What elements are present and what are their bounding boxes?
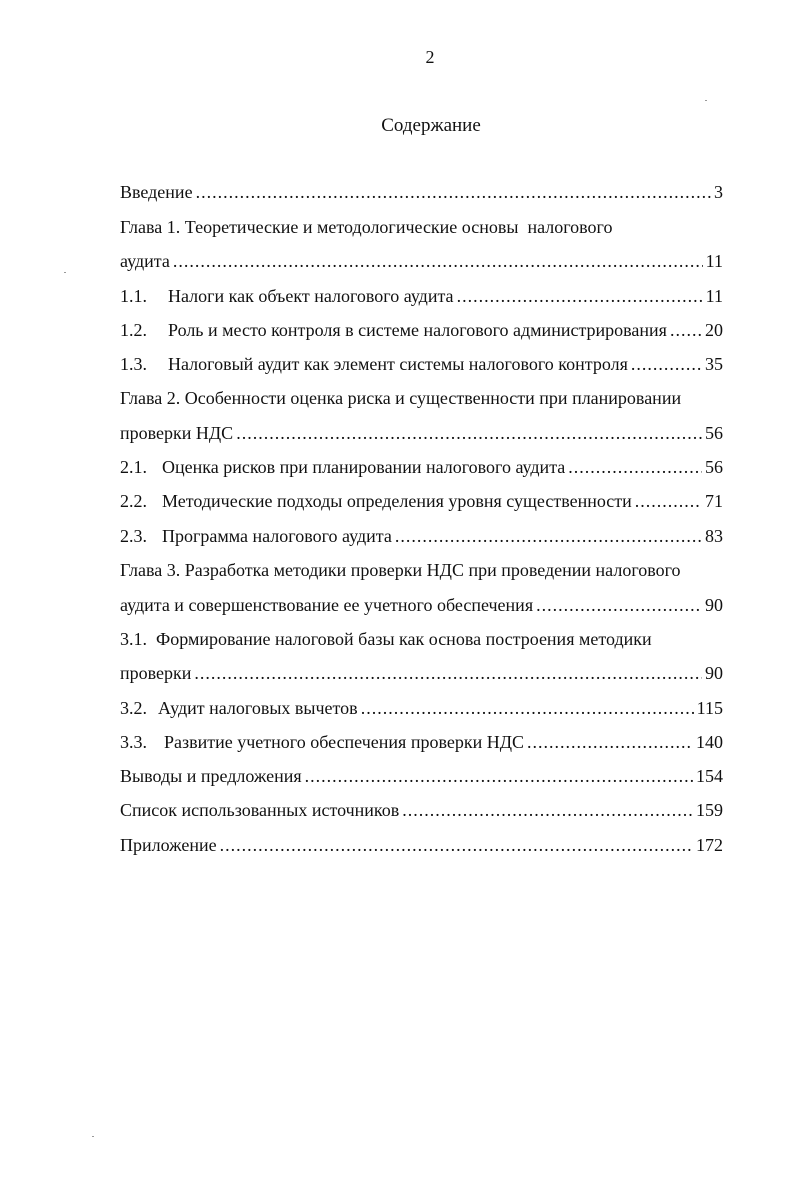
toc-entry-ch3-line1[interactable]: Глава 3. Разработка методики проверки НДС при проведении налогового (120, 560, 681, 580)
toc-entry-intro[interactable] (120, 181, 723, 203)
toc-entry-page: 115 (696, 698, 723, 718)
toc-entry-3-2[interactable] (120, 697, 723, 719)
leader-dots (361, 697, 694, 719)
scan-speck (64, 272, 66, 273)
toc-entry-page: 56 (705, 457, 723, 477)
toc-entry-number: 3.3. (120, 732, 147, 752)
leader-dots (402, 799, 693, 821)
leader-dots (631, 353, 702, 375)
page-number: 2 (425, 47, 435, 67)
toc-entry-1-2[interactable] (120, 319, 723, 341)
toc-entry-3-1[interactable] (120, 662, 723, 684)
toc-entry-label: проверки (120, 663, 192, 683)
leader-dots (527, 731, 693, 753)
toc-entry-page: 172 (696, 835, 723, 855)
leader-dots (236, 422, 702, 444)
toc-entry-page: 56 (705, 423, 723, 443)
toc-entry-page: 3 (714, 182, 723, 202)
leader-dots (536, 594, 702, 616)
toc-entry-ch2[interactable] (120, 422, 723, 444)
leader-dots (670, 319, 702, 341)
toc-entry-number: 2.2. (120, 491, 147, 511)
leader-dots (305, 765, 693, 787)
toc-entry-3-1-line1[interactable]: 3.1. Формирование налоговой базы как основа построения методики (120, 629, 652, 649)
toc-entry-page: 20 (705, 320, 723, 340)
toc-entry-page: 11 (705, 251, 723, 271)
toc-entry-1-1[interactable] (120, 285, 723, 307)
toc-entry-label: аудита (120, 251, 170, 271)
scan-speck (705, 100, 707, 101)
leader-dots (196, 181, 711, 203)
scan-speck (92, 1136, 94, 1137)
toc-entry-label: Налоговый аудит как элемент системы налогового контроля (168, 354, 628, 374)
leader-dots (635, 490, 702, 512)
toc-entry-label: Выводы и предложения (120, 766, 302, 786)
toc-entry-2-1[interactable] (120, 456, 723, 478)
toc-entry-page: 90 (705, 663, 723, 683)
toc-entry-2-2[interactable] (120, 490, 723, 512)
toc-entry-number: 3.2. (120, 698, 147, 718)
leader-dots (194, 662, 702, 684)
toc-entry-page: 35 (705, 354, 723, 374)
toc-entry-page: 159 (696, 800, 723, 820)
toc-entry-label: Введение (120, 182, 193, 202)
toc-entry-label: Роль и место контроля в системе налогового администрирования (168, 320, 667, 340)
leader-dots (173, 250, 703, 272)
toc-entry-label: Список использованных источников (120, 800, 400, 820)
toc-title: Содержание (381, 115, 481, 136)
toc-entry-appendix[interactable] (120, 834, 723, 856)
toc-entry-ch1[interactable] (120, 250, 723, 272)
toc-entry-number: 2.3. (120, 526, 147, 546)
toc-entry-page: 71 (705, 491, 723, 511)
toc-entry-page: 140 (696, 732, 723, 752)
toc-entry-ch1-line1[interactable]: Глава 1. Теоретические и методологические основы налогового (120, 217, 613, 237)
leader-dots (220, 834, 693, 856)
toc-entry-number: 1.2. (120, 320, 147, 340)
toc-entry-number: 1.3. (120, 354, 147, 374)
toc-entry-conclusions[interactable] (120, 765, 723, 787)
toc-entry-page: 154 (696, 766, 723, 786)
toc-entry-label: Оценка рисков при планировании налогового аудита (162, 457, 566, 477)
toc-entry-label: Аудит налоговых вычетов (158, 698, 358, 718)
toc-entry-1-3[interactable] (120, 353, 723, 375)
toc-entry-sources[interactable] (120, 799, 723, 821)
toc-entry-page: 11 (705, 286, 723, 306)
leader-dots (457, 285, 703, 307)
toc-entry-label: Приложение (120, 835, 217, 855)
toc-entry-label: Программа налогового аудита (162, 526, 392, 546)
toc-entry-2-3[interactable] (120, 525, 723, 547)
toc-entry-page: 90 (705, 595, 723, 615)
toc-entry-ch3[interactable] (120, 594, 723, 616)
leader-dots (395, 525, 702, 547)
toc-entry-label: проверки НДС (120, 423, 234, 443)
leader-dots (568, 456, 702, 478)
toc-entry-label: Методические подходы определения уровня существенности (162, 491, 632, 511)
toc-entry-page: 83 (705, 526, 723, 546)
toc-entry-number: 2.1. (120, 457, 147, 477)
toc-entry-label: Налоги как объект налогового аудита (168, 286, 454, 306)
toc-entry-number: 1.1. (120, 286, 147, 306)
toc-entry-label: аудита и совершенствование ее учетного обеспечения (120, 595, 534, 615)
toc-entry-label: Развитие учетного обеспечения проверки НДС (164, 732, 524, 752)
toc-entry-ch2-line1[interactable]: Глава 2. Особенности оценка риска и существенности при планировании (120, 388, 682, 408)
toc-entry-3-3[interactable] (120, 731, 723, 753)
